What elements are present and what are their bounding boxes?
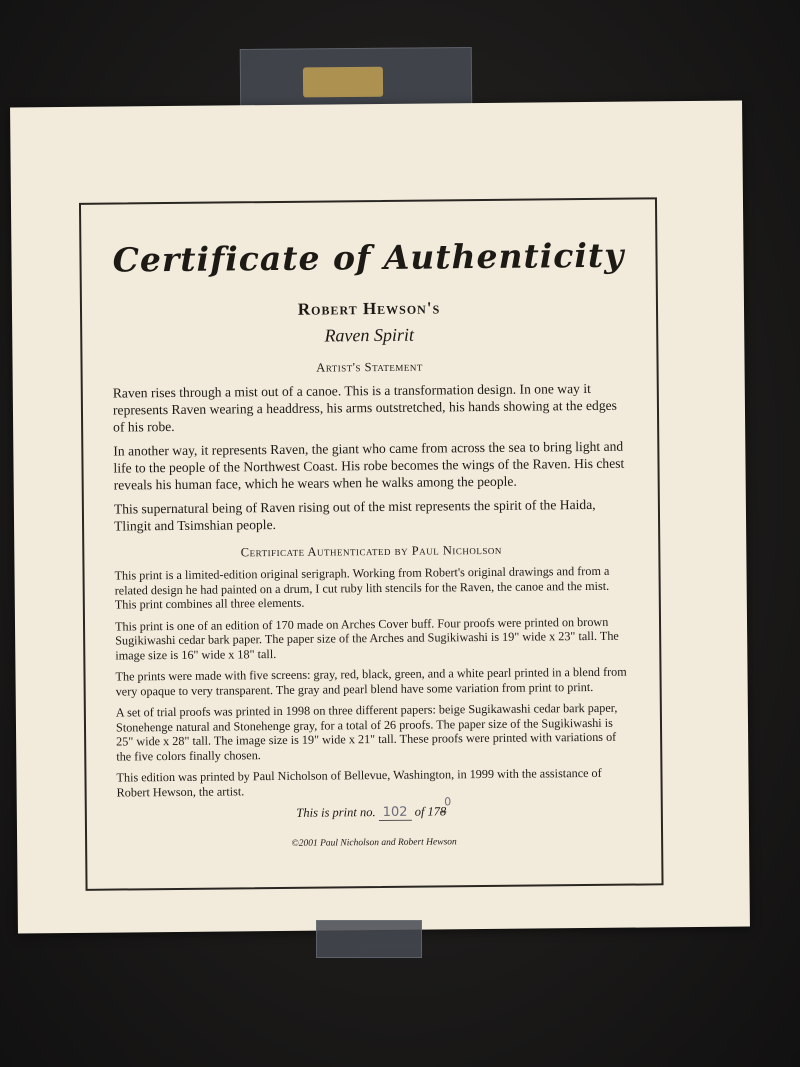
authentication-heading: Certificate Authenticated by Paul Nicholson (240, 542, 502, 560)
certificate-border (79, 197, 664, 891)
artist-name: Robert Hewson's (297, 298, 441, 319)
print-number-prefix: This is print no. (296, 805, 376, 820)
statement-paragraph: In another way, it represents Raven, the giant who came from across the sea to bring light and life to the people of the Northwest Coast. His robe becomes the wings of the Raven. His chest reveals his human face, which he wears when he walks among the people. (113, 438, 625, 493)
handwritten-correction: 0 (444, 795, 452, 809)
auth-paragraph: A set of trial proofs was printed in 1998 on three different papers: beige Sugikawashi cedar bark paper, Stonehenge natural and Stonehenge gray, for a total of 26 proofs. The paper size of the Sugikiwashi is 25" wide x 28" tall. The image size is 19" wide x 21" tall. These proofs were printed with variations of the five colors finally chosen. (115, 700, 618, 764)
auth-paragraph: This print is one of an edition of 170 made on Arches Cover buff. Four proofs were printed on brown Sugikiwashi cedar bark paper. The paper size of the Arches and Sugikiwashi is 19" wide x 23" tall. The image size is 16" wide x 18" tall. (114, 614, 619, 663)
copyright-line: ©2001 Paul Nicholson and Robert Hewson (291, 837, 457, 849)
auth-paragraph: The prints were made with five screens: gray, red, black, green, and a white pearl printed in a blend from very opaque to very transparent. The gray and pearl blend have some variation from print to print. (115, 664, 627, 699)
artwork-title: Raven Spirit (324, 324, 415, 346)
edition-size-prefix: of 17 (414, 804, 441, 819)
statement-heading: Artist's Statement (316, 359, 423, 375)
auth-paragraph: This print is a limited-edition original serigraph. Working from Robert's original drawings and from a related design he had painted on a drum, I cut ruby lith stencils for the Raven, the canoe and the mist. This print combines all three elements. (114, 563, 610, 612)
tape-sticker (303, 67, 383, 98)
statement-paragraph: Raven rises through a mist out of a canoe. This is a transformation design. In one way it represents Raven wearing a headdress, his arms outstretched, his hands showing at the edges of his robe. (112, 380, 617, 435)
print-number-line (117, 795, 631, 823)
certificate-paper (10, 101, 750, 934)
handwritten-print-number: 102 (379, 805, 412, 821)
artist-statement (113, 380, 628, 535)
struck-digit: 8 (439, 804, 447, 819)
certificate-title: Certificate of Authenticity (112, 235, 625, 280)
authentication-text (114, 564, 630, 800)
bottom-tape (316, 920, 422, 958)
auth-paragraph: This edition was printed by Paul Nicholson of Bellevue, Washington, in 1999 with the assistance of Robert Hewson, the artist. (116, 765, 602, 800)
statement-paragraph: This supernatural being of Raven rising out of the mist represents the spirit of the Haida, Tlingit and Tsimshian people. (113, 496, 596, 534)
